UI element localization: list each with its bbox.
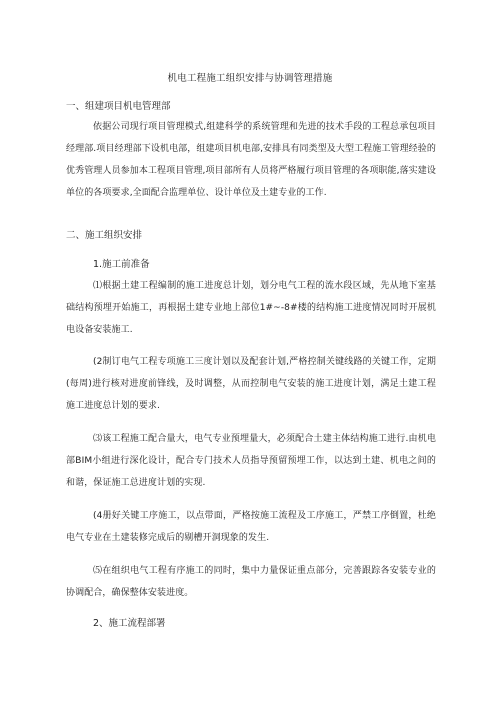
item-5-paragraph: ⑸在组织电气工程有序施工的同时，集中力量保证重点部分，完善跟踪各安装专业的协调配合，确保整体安装进度。 [66,566,436,598]
item-1-paragraph: ⑴根据土建工程编制的施工进度总计划，划分电气工程的流水段区域，先从地下室基础结构预埋开始施工，再根据土建专业地上部位1#~-8#楼的结构施工进度情况同时开展机电设备安装施工. [66,281,436,335]
subsection-2-heading: 2、施工流程部署 [93,618,166,629]
subsection-1-heading: 1.施工前准备 [93,259,150,270]
item-4-paragraph: (4册好关键工序施工，以点带面，严格按施工流程及工序施工，严禁工序倒置，杜绝电气专业在土建装修完成后的剔槽开洞现象的发生. [66,511,436,543]
document-title: 机电工程施工组织安排与协调管理措施 [167,73,333,84]
section-1-heading: 一、组建项目机电管理部 [66,101,171,112]
section-2-heading: 二、施工组织安排 [66,230,143,241]
item-2-paragraph: (2制订电气工程专项施工三度计划以及配套计划,严格控制关键线路的关键工作，定期(每周)进行核对进度前锋线，及时调整，从而控制电气安装的施工进度计划，满足土建工程施工进度总计划的要求. [66,357,436,411]
item-3-paragraph: ⑶该工程施工配合量大，电气专业预埋量大，必须配合土建主体结构施工进行.由机电部BIM小组进行深化设计，配合专门技术人员指导预留预埋工作，以达到土建、机电之间的和谐，保证施工总进度计划的实现. [66,434,436,488]
section-1-paragraph: 依据公司现行项目管理模式,组建科学的系统管理和先进的技术手段的工程总承包项目经理部.项目经理部下设机电部，组建项目机电部,安排具有同类型及大型工程施工管理经验的优秀管理人员参加本工程项目管理,项目部所有人员将严格履行项目管理的各项职能,落实建设单位的各项要求,全面配合监理单位、设计单位及土建专业的工作. [66,122,436,198]
